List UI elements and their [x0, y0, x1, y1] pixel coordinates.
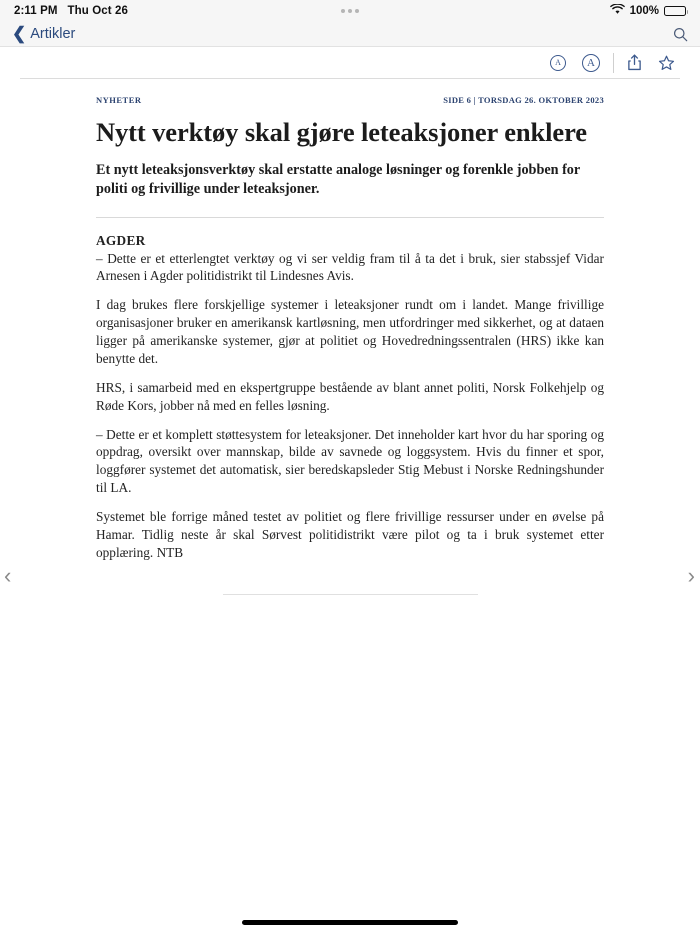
previous-article-button[interactable]: ‹	[4, 563, 12, 588]
dot	[355, 9, 359, 13]
battery-full-icon	[664, 6, 686, 17]
dot	[341, 9, 345, 13]
search-icon[interactable]	[673, 27, 688, 42]
article-standfirst: Et nytt leteaksjonsverktøy skal erstatte analoge løsninger og forenkle jobben for politi og frivillige under leteaksjoner.	[96, 162, 580, 197]
article-paragraph-1	[96, 232, 604, 286]
article-paragraph-5: Systemet ble forrige måned testet av politiet og flere frivillige ressurser under en øvelse på Hamar. Tidlig neste år skal Sørvest politidistrikt være pilot og ta i bruk systemet etter opplæring. NTB	[96, 509, 604, 560]
status-date: Thu Oct 26	[67, 5, 128, 17]
article-end-divider	[223, 594, 478, 595]
text-size-increase-button[interactable]: A	[582, 54, 600, 72]
status-time: 2:11 PM	[14, 5, 58, 17]
wifi-icon	[610, 4, 625, 18]
home-indicator[interactable]	[242, 920, 458, 925]
status-bar	[0, 0, 700, 22]
share-icon[interactable]	[627, 54, 642, 71]
star-icon[interactable]	[658, 55, 675, 71]
actions-group	[614, 54, 688, 71]
article-body	[96, 232, 604, 562]
text-size-decrease-button[interactable]: A	[550, 55, 566, 71]
page-and-date: SIDE 6 | TORSDAG 26. OKTOBER 2023	[443, 95, 604, 105]
chevron-left-icon: ❮	[12, 24, 27, 43]
article-content	[96, 79, 604, 595]
next-article-button[interactable]: ›	[687, 563, 695, 588]
article-paragraph-4: – Dette er et komplett støttesystem for leteaksjoner. Det inneholder kart hvor du har sporing og oppdrag, oversikt over mannskap, bilde av savnede og loggsystem. Hvis du finner et spor, loggfører systemet det automatisk, sier beredskapsleder Stig Mebust i Norske Redningshunder til LA.	[96, 426, 604, 496]
three-dots-icon[interactable]	[341, 9, 359, 13]
page-title: Nytt verktøy skal gjøre leteaksjoner enklere	[96, 117, 587, 147]
status-bar-right	[610, 4, 686, 18]
headline-divider	[96, 217, 604, 218]
article-paragraph-3: HRS, i samarbeid med en ekspertgruppe bestående av blant annet politi, Norsk Folkehjelp og Røde Kors, jobber nå med en felles løsning.	[96, 379, 604, 413]
back-button[interactable]	[12, 26, 75, 42]
reader-toolbar	[0, 47, 700, 78]
status-bar-left	[14, 5, 128, 17]
paragraph-text: – Dette er et etterlengtet verktøy og vi ser veldig fram til å ta det i bruk, sier stabssjef Vidar Arnesen i Agder politidistrikt til Lindesnes Avis.	[96, 250, 604, 284]
article-dateline: AGDER	[96, 232, 146, 248]
text-size-group	[537, 54, 613, 72]
article-paragraph-2: I dag brukes flere forskjellige systemer i leteaksjoner rundt om i landet. Mange frivillige organisasjoner bruker en amerikansk kartløsning, men utfordringer med sikkerhet, og at dataen ligger på amerikanske systemer, gjør at politiet og Hovedredningssentralen (HRS) ikke kan benytte det.	[96, 297, 604, 366]
section-kicker: NYHETER	[96, 95, 142, 105]
dot	[348, 9, 352, 13]
article-page	[0, 79, 700, 595]
navigation-bar	[0, 22, 700, 47]
article-meta-row	[96, 95, 604, 105]
battery-percent: 100%	[629, 5, 659, 17]
back-button-label: Artikler	[30, 26, 76, 42]
